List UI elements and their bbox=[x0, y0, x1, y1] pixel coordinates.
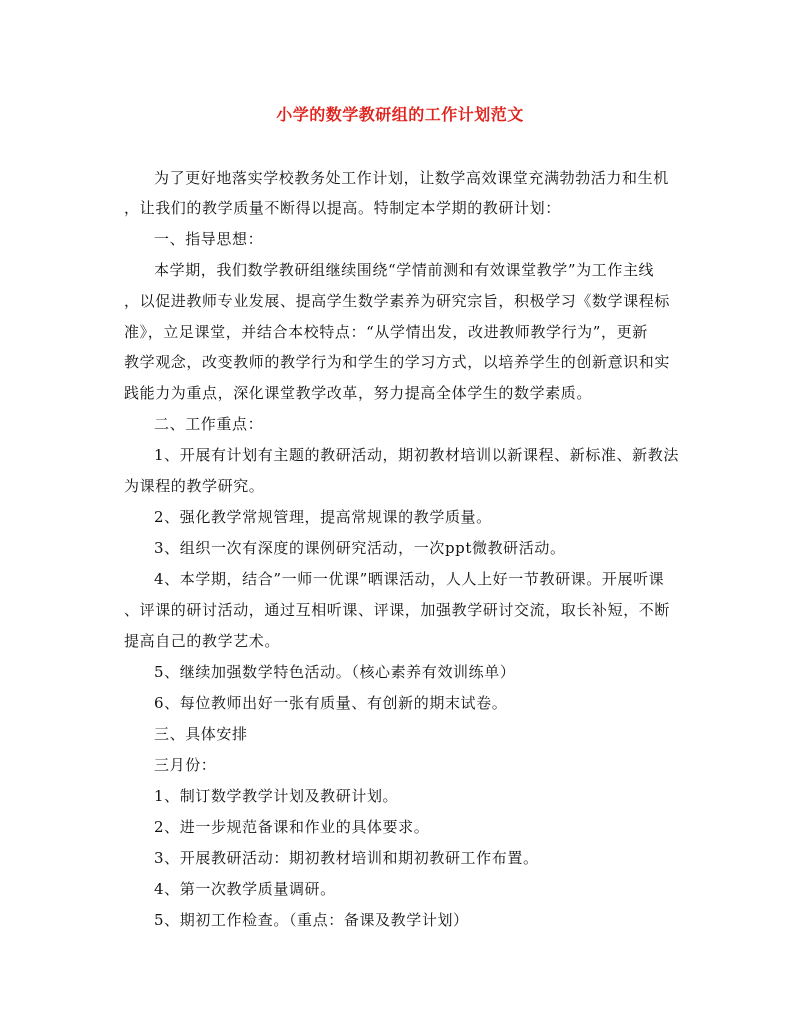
paragraph-line: ，以促进教师专业发展、提高学生数学素养为研究宗旨，积极学习《数学课程标 bbox=[124, 292, 671, 310]
list-item: 6、每位教师出好一张有质量、有创新的期末试卷。 bbox=[154, 694, 508, 712]
list-item: 5、继续加强数学特色活动。（核心素养有效训练单） bbox=[154, 663, 516, 681]
list-item: 4、本学期，结合”一师一优课”晒课活动，人人上好一节教研课。开展听课 bbox=[154, 570, 665, 588]
list-item-continuation: 、评课的研讨活动，通过互相听课、评课，加强教学研讨交流，取长补短，不断 bbox=[124, 601, 671, 619]
paragraph-line: 为了更好地落实学校教务处工作计划，让数学高效课堂充满勃勃活力和生机 bbox=[154, 169, 669, 187]
list-item: 4、第一次教学质量调研。 bbox=[154, 880, 336, 898]
list-item-continuation: 提高自己的教学艺术。 bbox=[124, 632, 281, 650]
subsection-heading: 三月份： bbox=[154, 756, 217, 774]
list-item: 2、强化教学常规管理，提高常规课的教学质量。 bbox=[154, 508, 492, 526]
section-heading: 三、具体安排 bbox=[154, 725, 248, 743]
section-heading: 二、工作重点： bbox=[154, 415, 264, 433]
list-item-continuation: 为课程的教学研究。 bbox=[124, 477, 265, 495]
list-item: 2、进一步规范备课和作业的具体要求。 bbox=[154, 818, 430, 836]
paragraph-line: 本学期，我们数学教研组继续围绕“学情前测和有效课堂教学”为工作主线 bbox=[154, 261, 655, 279]
paragraph-line: 践能力为重点，深化课堂教学改革，努力提高全体学生的数学素质。 bbox=[124, 384, 593, 402]
paragraph-line: ，让我们的教学质量不断得以提高。特制定本学期的教研计划： bbox=[124, 199, 561, 217]
list-item: 3、开展教研活动：期初教材培训和期初教研工作布置。 bbox=[154, 849, 539, 867]
section-heading: 一、指导思想： bbox=[154, 230, 264, 248]
list-item: 1、制订数学教学计划及教研计划。 bbox=[154, 787, 399, 805]
list-item: 3、组织一次有深度的课例研究活动，一次ppt微教研活动。 bbox=[154, 539, 566, 557]
document-title: 小学的数学教研组的工作计划范文 bbox=[276, 105, 524, 124]
paragraph-line: 准》，立足课堂，并结合本校特点：“从学情出发，改进教师教学行为”，更新 bbox=[124, 323, 648, 341]
paragraph-line: 教学观念，改变教师的教学行为和学生的学习方式，以培养学生的创新意识和实 bbox=[124, 353, 671, 371]
list-item: 5、期初工作检查。（重点：备课及教学计划） bbox=[154, 911, 469, 929]
list-item: 1、开展有计划有主题的教研活动，期初教材培训以新课程、新标准、新教法 bbox=[154, 446, 679, 464]
